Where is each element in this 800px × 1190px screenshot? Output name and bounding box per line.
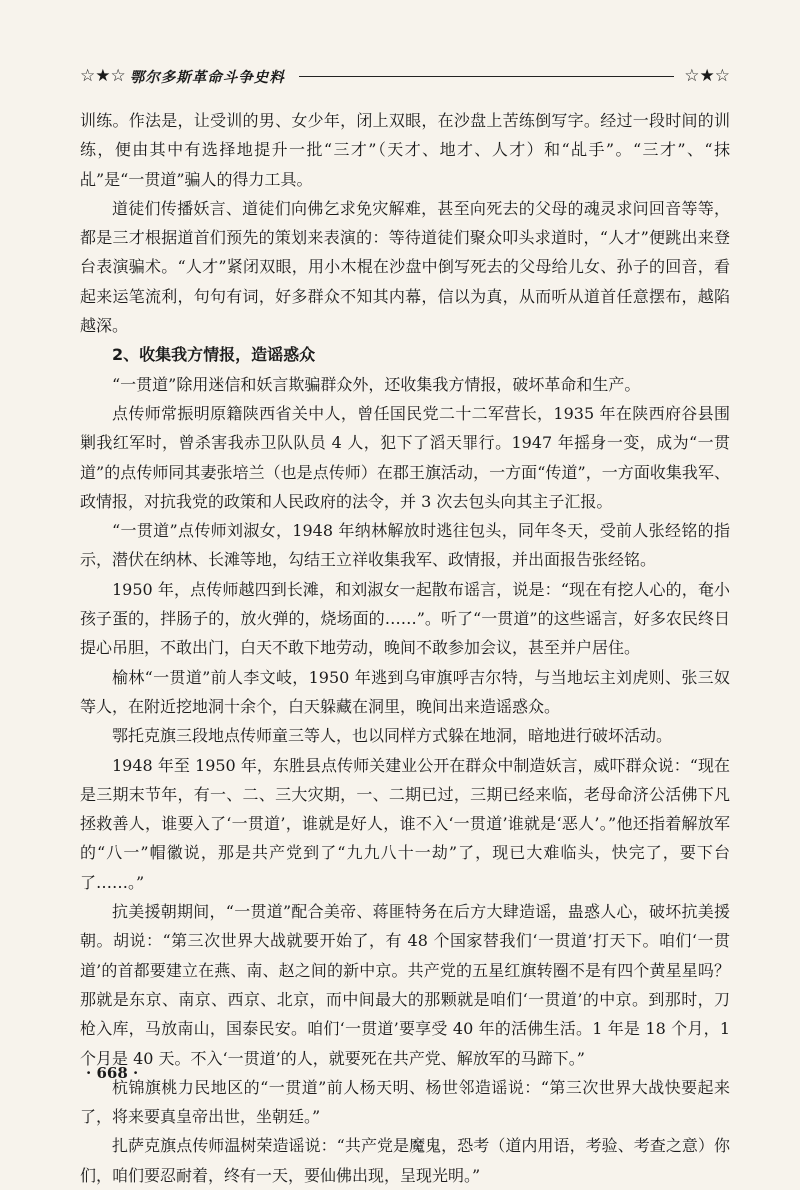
paragraph: 训练。作法是，让受训的男、女少年，闭上双眼，在沙盘上苦练倒写字。经过一段时间的训练，便由其中有选择地提升一批“三才”（天才、地才、人才）和“乩手”。“三才”、“抹乩”是“一贯道”骗人的得力工具。 bbox=[80, 111, 730, 189]
paragraph: “一贯道”除用迷信和妖言欺骗群众外，还收集我方情报，破坏革命和生产。 bbox=[112, 374, 641, 394]
page-number: · 668 · bbox=[86, 1064, 139, 1082]
book-title: 鄂尔多斯革命斗争史料 bbox=[129, 69, 285, 86]
paragraph: 抗美援朝期间，“一贯道”配合美帝、蒋匪特务在后方大肆造谣，蛊惑人心，破坏抗美援朝。胡说：“第三次世界大战就要开始了，有 48 个国家替我们‘一贯道’打天下。咱们‘一贯道’的首都要建立在燕、南、赵之间的新中京。共产党的五星红旗转圈不是有四个黄星星吗？那就是东京、南京、西京、北京，而中间最大的那颗就是咱们‘一贯道’的中京。到那时，刀枪入库，马放南山，国泰民安。咱们‘一贯道’要享受 40 年的活佛生活。1 年是 18 个月，1 个月是 40 天。不入‘一贯道’的人，就要死在共产党、解放军的马蹄下。” bbox=[80, 902, 730, 1068]
paragraph: 道徒们传播妖言、道徒们向佛乞求免灾解难，甚至向死去的父母的魂灵求问回音等等，都是三才根据道首们预先的策划来表演的：等待道徒们聚众叩头求道时，“人才”便跳出来登台表演骗术。“人才”紧闭双眼，用小木棍在沙盘中倒写死去的父母给儿女、孙子的回音，看起来运笔流利，句句有词，好多群众不知其内幕，信以为真，从而听从道首任意摆布，越陷越深。 bbox=[80, 198, 730, 336]
header-rule bbox=[299, 76, 675, 77]
star-ornament-right-icon: ☆★☆ bbox=[684, 66, 730, 86]
paragraph: 1950 年，点传师越四到长滩，和刘淑女一起散布谣言，说是：“现在有挖人心的，奄小孩子蛋的，拌肠子的，放火弹的，烧场面的……”。听了“一贯道”的这些谣言，好多农民终日提心吊胆，不敢出门，白天不敢下地劳动，晚间不敢参加会议，甚至并户居住。 bbox=[80, 579, 730, 658]
paragraph: 鄂托克旗三段地点传师童三等人，也以同样方式躲在地洞，暗地进行破坏活动。 bbox=[112, 726, 673, 746]
paragraph: 点传师常振明原籍陕西省关中人，曾任国民党二十二军营长，1935 年在陕西府谷县围剿我红军时，曾杀害我赤卫队队员 4 人，犯下了滔天罪行。1947 年摇身一变，成为“一贯道”的点传师同其妻张培兰（也是点传师）在郡王旗活动，一方面“传道”，一方面收集我军、政情报，对抗我党的政策和人民政府的法令，并 3 次去包头向其主子汇报。 bbox=[80, 403, 730, 511]
paragraph: 杭锦旗桃力民地区的“一贯道”前人杨天明、杨世邻造谣说：“第三次世界大战快要起来了，将来要真皇帝出世，坐朝廷。” bbox=[80, 1077, 730, 1127]
star-ornament-left-icon: ☆★☆ bbox=[80, 66, 126, 86]
paragraph: 扎萨克旗点传师温树荣造谣说：“共产党是魔鬼，恐考（道内用语，考验、考查之意）你们，咱们要忍耐着，终有一天，要仙佛出现，呈现光明。” bbox=[80, 1136, 730, 1185]
paragraph: “一贯道”点传师刘淑女，1948 年纳林解放时逃往包头，同年冬天，受前人张经铭的指示，潜伏在纳林、长滩等地，勾结王立祥收集我军、政情报，并出面报告张经铭。 bbox=[80, 521, 730, 570]
paragraph: 榆林“一贯道”前人李文岐，1950 年逃到乌审旗呼吉尔特，与当地坛主刘虎则、张三奴等人，在附近挖地洞十余个，白天躲藏在洞里，晚间出来造谣惑众。 bbox=[80, 667, 730, 716]
section-heading: 2、收集我方情报，造谣惑众 bbox=[112, 345, 316, 365]
running-header bbox=[80, 64, 730, 88]
page-body bbox=[80, 106, 730, 1190]
paragraph: 1948 年至 1950 年，东胜县点传师关建业公开在群众中制造妖言，威吓群众说：“现在是三期末节年，有一、二、三大灾期，一、二期已过，三期已经来临，老母命济公活佛下凡拯救善人，谁要入了‘一贯道’，谁就是好人，谁不入‘一贯道’谁就是‘恶人’。”他还指着解放军的“八一”帽徽说，那是共产党到了“九九八十一劫”了，现已大难临头，快完了，要下台了……。” bbox=[80, 755, 730, 892]
